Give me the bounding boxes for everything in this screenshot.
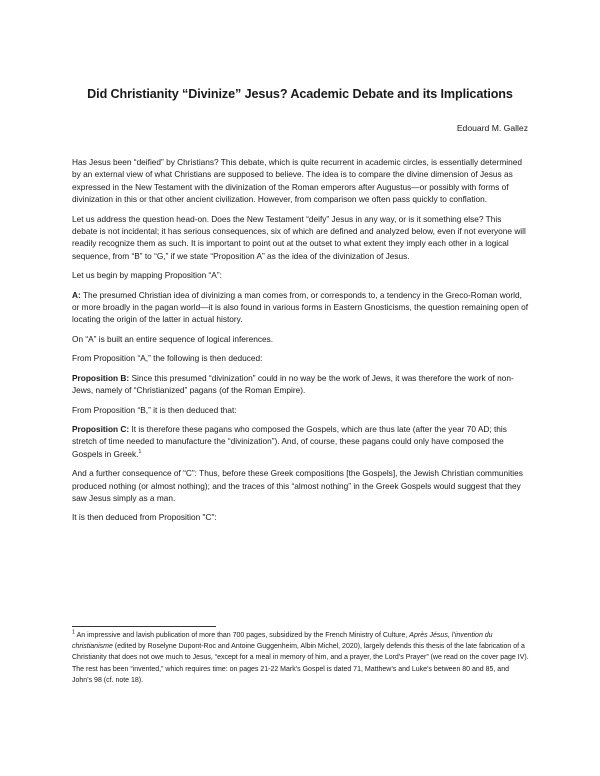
proposition-text: Since this presumed “divinization” could in no way be the work of Jews, it was therefore the work of non-Jews, namely of “Christianized” pagans (of the Roman Empire). (72, 372, 514, 396)
paragraph: Has Jesus been “deified” by Christians? This debate, which is quite recurrent in academic circles, is essentially determined by an external view of what Christians are supposed to believe. The idea is to compare the divine dimension of Jesus as expressed in the New Testament with the divinization of the Roman emperors after Augustus—or possibly with forms of divinization in this or that other ancient civilization. However, from comparison we often pass quickly to conflation. (72, 157, 522, 205)
footnote-reference[interactable]: 1 (138, 448, 142, 455)
proposition-text: The presumed Christian idea of divinizing a man comes from, or corresponds to, a tendency in the Greco-Roman world, or more broadly in the pagan world—it is also found in various forms in Eastern Gnosticisms, the question remaining open of locating the origin of the latter in actual history. (72, 289, 529, 325)
footnote-text-part: (edited by Roselyne Dupont-Roc and Antoine Guggenheim, Albin Michel, 2020), largely defends this thesis of the late fabrication of a Christianity that does not owe much to Jesus, “except for a meal in memory of him, and a prayer, the Lord’s Prayer” (we read on the cover page IV). The rest has been “invented,” which requires time: on pages 21-22 Mark’s Gospel is dated 71, Matthew’s and Luke’s between 80 and 85, and John’s 98 (cf. note 18). (72, 643, 529, 684)
paragraph: From Proposition “B,” it is then deduced that: (72, 404, 237, 415)
body-text (72, 156, 529, 531)
paragraph: From Proposition “A,” the following is then deduced: (72, 353, 263, 364)
proposition-text: It is therefore these pagans who composed the Gospels, which are thus late (after the year 70 AD; this stretch of time needed to manufacture the “divinization”). And, of course, these pagans could only have composed the Gospels in Greek. (72, 423, 507, 459)
proposition-label: Proposition C: (72, 423, 130, 434)
footnote-book-title: Après Jésus, l’invention du christianisme (72, 632, 493, 651)
footnote-marker: 1 (72, 629, 76, 636)
proposition-label: A: (72, 289, 81, 300)
page-title: Did Christianity “Divinize” Jesus? Academic Debate and its Implications (87, 87, 513, 101)
paragraph: Let us begin by mapping Proposition “A”: (72, 270, 222, 281)
footnote-text (72, 630, 529, 686)
paragraph: And a further consequence of “C”: Thus, before these Greek compositions [the Gospels], the Jewish Christian communities produced nothing (or almost nothing); and the traces of this “almost nothing” in the Greek Gospels would suggest that they saw Jesus simply as a man. (72, 468, 523, 503)
paragraph: Let us address the question head-on. Does the New Testament “deify” Jesus in any way, or is it something else? This debate is not incidental; it has serious consequences, six of which are defined and analyzed below, even if not everyone will readily recognize them as such. It is important to point out at the outset to what extent they imply each other in a logical sequence, from “B” to “G,” if we state “Proposition A” as the idea of the divinization of Jesus. (72, 213, 526, 261)
paragraph: On “A” is built an entire sequence of logical inferences. (72, 333, 274, 344)
footnote-text-part: An impressive and lavish publication of more than 700 pages, subsidized by the French Ministry of Culture, (75, 632, 410, 639)
proposition-label: Proposition B: (72, 372, 130, 383)
footnote (72, 630, 529, 686)
paragraph-proposition-c (72, 423, 529, 460)
paragraph: It is then deduced from Proposition "C": (72, 512, 217, 523)
author-name: Edouard M. Gallez (456, 123, 528, 133)
paragraph-proposition-a (72, 289, 529, 326)
footnote-divider (72, 626, 216, 627)
paragraph-proposition-b (72, 372, 529, 397)
